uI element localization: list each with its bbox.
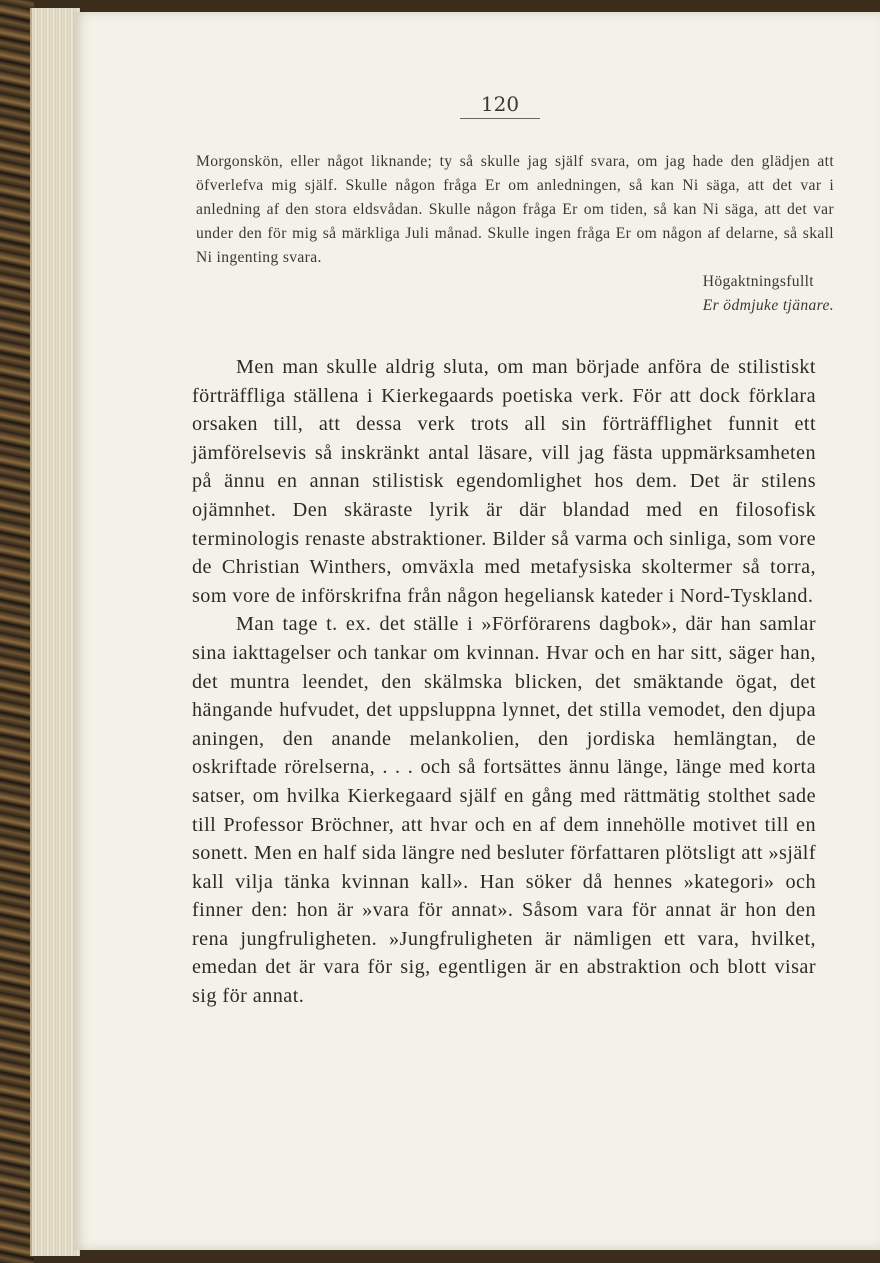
letter-closing: Högaktningsfullt: [702, 273, 814, 290]
letter-text: Morgonskön, eller något liknande; ty så skulle jag själf svara, om jag hade den glädjen att öfverlefva mig själf. Skulle någon fråga Er om anledningen, så kan Ni säga, att det var i anledning af den stora eldsvådan. Skulle någon fråga Er om tiden, så kan Ni säga, att det var under den för mig så märkliga Juli månad. Skulle ingen fråga Er om någon af delarne, så skall Ni ingenting svara.: [196, 153, 834, 266]
paragraph: Man tage t. ex. det ställe i »Förförarens dagbok», där han samlar sina iakttagelser och tankar om kvinnan. Hvar och en har sitt, säger han, det muntra leendet, den skälmska blicken, det smäktande ögat, det hängande hufvudet, det uppsluppna lynnet, det stilla vemodet, den djupa aningen, den anande melankolien, den jordiska hemlängtan, de oskriftade rörelserna, . . . och så fortsättes ännu länge, länge med korta satser, om hvilka Kierkegaard själf en gång med rättmätig stolthet sade till Professor Bröchner, att hvar och en af dem innehölle motivet till en sonett. Men en half sida längre ned besluter författaren plötsligt att »själf kall vilja tänka kvinnan kall». Han söker då hennes »kategori» och finner den: hon är »vara för annat». Såsom vara för annat är hon den rena jungfruligheten. »Jungfruligheten är nämligen ett vara, hvilket, emedan det är vara för sig, egentligen är en abstraktion och blott visar sig för annat.: [192, 613, 816, 1008]
quoted-letter: [196, 150, 834, 318]
paragraph: Men man skulle aldrig sluta, om man började anföra de stilistiskt förträffliga ställena i Kierkegaards poetiska verk. För att dock förklara orsaken till, att dessa verk trots all sin förträfflighet funnit ett jämförelsevis så inskränkt antal läsare, vill jag fästa uppmärksamheten på ännu en annan stilistisk egendomlighet hos dem. Det är stilens ojämnhet. Den skäraste lyrik är där blandad med en filosofisk terminologis renaste abstraktioner. Bilder så varma och sinliga, som vore de Christian Winthers, omväxla med metafysiska skoltermer så torra, som vore de införskrifna från någon hegeliansk kateder i Nord-Tyskland.: [192, 356, 816, 607]
page-number-rule: [460, 118, 540, 119]
letter-signature: Er ödmjuke tjänare.: [702, 297, 834, 314]
main-text: [192, 353, 816, 1011]
page-number: 120: [480, 92, 520, 116]
page-edges: [30, 8, 80, 1256]
book-page: [74, 12, 880, 1250]
book-binding: [0, 0, 34, 1263]
